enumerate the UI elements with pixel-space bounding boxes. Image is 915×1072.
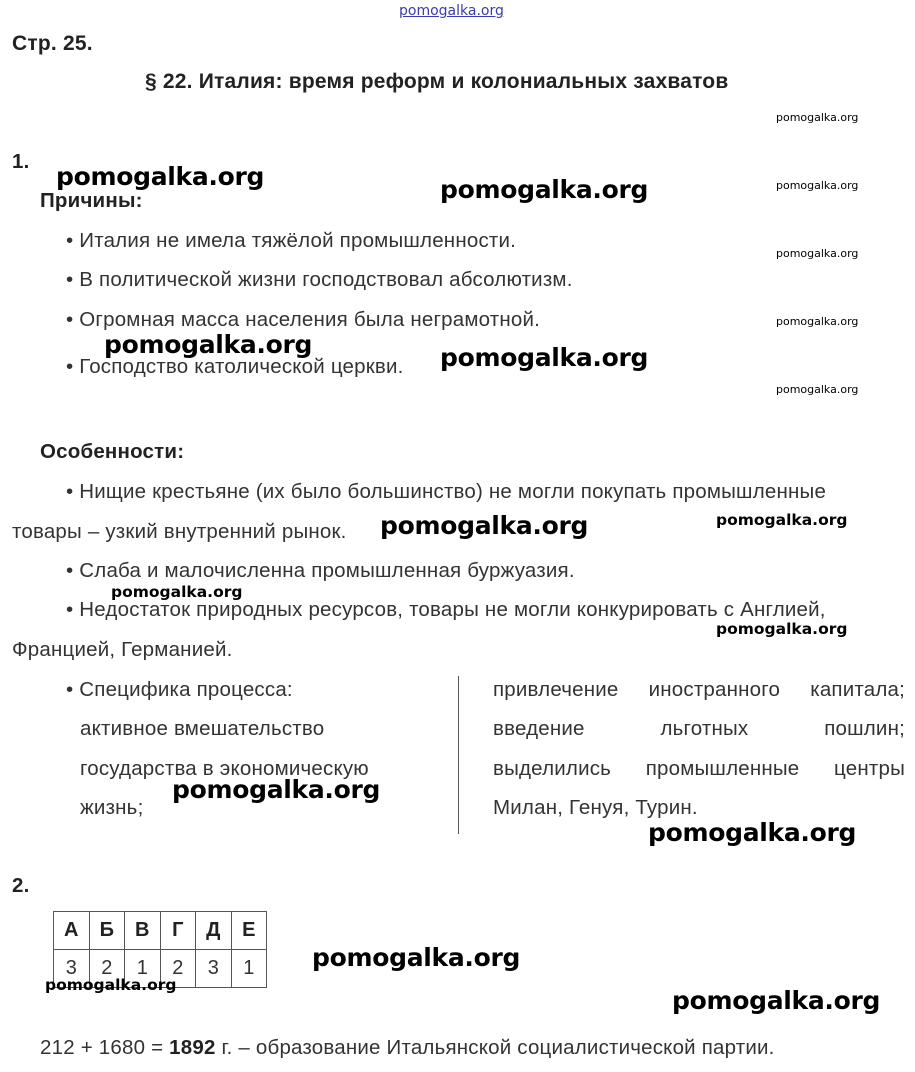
watermark-small: pomogalka.org [776,247,859,260]
answer-letter: В [125,912,161,950]
answer-value: 2 [89,950,125,988]
watermark-small: pomogalka.org [776,315,859,328]
feature-item: • Недостаток природных ресурсов, товары не могли конкурировать с Англией, [66,598,826,621]
watermark-medium: pomogalka.org [716,511,848,529]
watermark-medium: pomogalka.org [716,620,848,638]
watermark-large: pomogalka.org [172,775,381,804]
process-right-line: выделились промышленные центры [493,757,905,780]
feature-item-continuation: Францией, Германией. [12,638,233,661]
cause-item: • В политической жизни господствовал абсолютизм. [66,268,573,291]
feature-item: • Слаба и малочисленна промышленная буржуазия. [66,559,575,582]
feature-item-continuation: товары – узкий внутренний рынок. [12,520,347,543]
answer-value: 3 [196,950,232,988]
watermark-medium: pomogalka.org [45,976,177,994]
answer-value: 2 [160,950,196,988]
process-left-line: государства в экономическую [80,757,369,780]
task-2-number: 2. [12,874,30,897]
watermark-small: pomogalka.org [776,179,859,192]
watermark-large: pomogalka.org [104,330,313,359]
feature-item: • Нищие крестьяне (их было большинство) не могли покупать промышленные [66,480,827,503]
equation-prefix: 212 + 1680 = [40,1036,170,1059]
answer-value: 1 [125,950,161,988]
equation-line [40,1036,775,1060]
section-title: § 22. Италия: время реформ и колониальных захватов [145,70,729,93]
features-heading: Особенности: [40,440,185,463]
column-divider [458,676,459,834]
process-left-line: активное вмешательство [80,717,325,740]
cause-item: • Господство католической церкви. [66,355,404,378]
watermark-large: pomogalka.org [672,986,881,1015]
watermark-small: pomogalka.org [776,111,859,124]
answer-table-header-row [54,912,267,950]
watermark-large: pomogalka.org [312,943,521,972]
watermark-small: pomogalka.org [776,383,859,396]
cause-item: • Огромная масса населения была неграмотной. [66,308,541,331]
watermark-large: pomogalka.org [380,511,589,540]
process-right-line: Милан, Генуя, Турин. [493,796,698,819]
watermark-large: pomogalka.org [440,175,649,204]
answer-letter: Г [160,912,196,950]
process-right-line: привлечение иностранного капитала; [493,678,905,701]
watermark-large: pomogalka.org [648,818,857,847]
causes-heading: Причины: [40,189,143,212]
answer-letter: А [54,912,90,950]
answer-letter: Б [89,912,125,950]
answer-letter: Е [231,912,267,950]
watermark-medium: pomogalka.org [111,583,243,601]
process-right-line: введение льготных пошлин; [493,717,905,740]
cause-item: • Италия не имела тяжёлой промышленности. [66,229,517,252]
answer-letter: Д [196,912,232,950]
answer-value: 1 [231,950,267,988]
equation-suffix: г. – образование Итальянской социалистической партии. [215,1036,775,1059]
watermark-large: pomogalka.org [56,162,265,191]
watermark-top[interactable]: pomogalka.org [399,3,504,19]
equation-result: 1892 [169,1036,216,1059]
process-left-line: жизнь; [80,796,144,819]
task-1-number: 1. [12,150,30,173]
page-number: Стр. 25. [12,32,93,55]
watermark-large: pomogalka.org [440,343,649,372]
process-left-line: • Специфика процесса: [66,678,293,701]
answer-value: 3 [54,950,90,988]
